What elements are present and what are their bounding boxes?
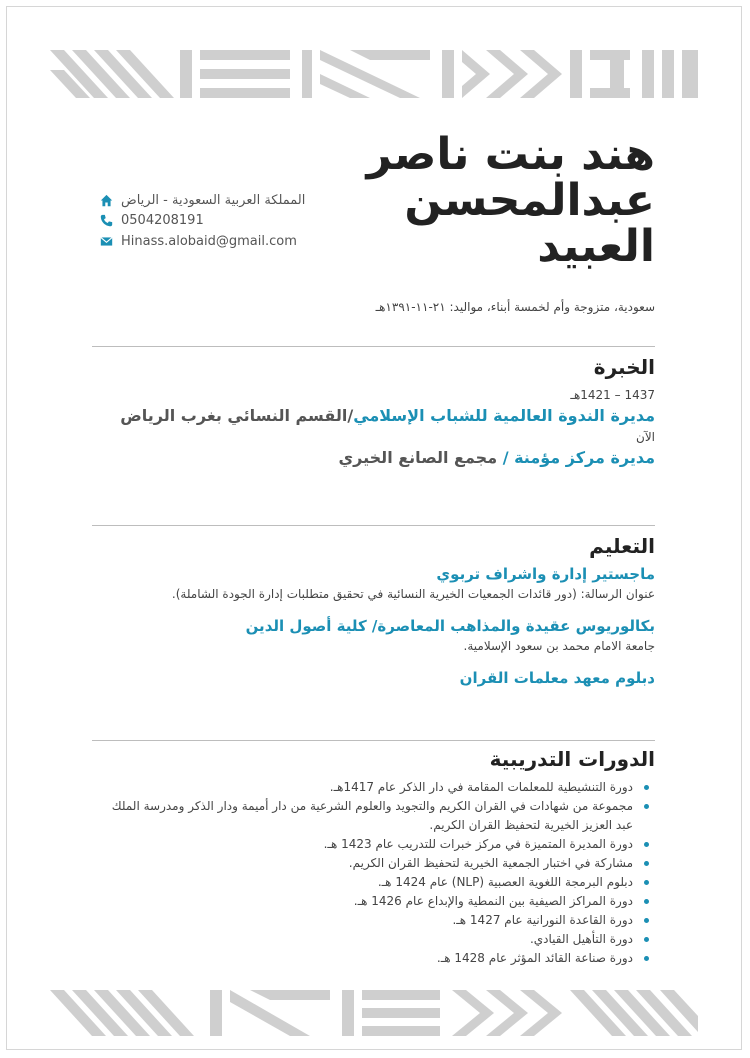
- education-degree: بكالوريوس عقيدة والمذاهب المعاصرة/ كلية أصول الدين: [245, 617, 655, 635]
- phone-text[interactable]: 0504208191: [121, 213, 204, 229]
- contact-phone[interactable]: [100, 211, 330, 232]
- list-item: مشاركة في اختبار الجمعية الخيرية لتحفيظ القران الكريم.: [92, 854, 635, 873]
- list-item: مجموعة من شهادات في القران الكريم والتجويد والعلوم الشرعية من دار أميمة ودار الذكر ومدرسة الملك عبد العزيز الخيرية لتحفيظ القران الكريم.: [92, 797, 635, 835]
- list-item: دورة القاعدة النورانية عام 1427 هـ.: [92, 911, 635, 930]
- education-detail: جامعة الامام محمد بن سعود الإسلامية.: [463, 639, 655, 653]
- experience-role: [92, 446, 655, 470]
- section-title-experience: الخبرة: [593, 355, 655, 379]
- experience-role-dept: /القسم النسائي بغرب الرياض: [120, 406, 354, 425]
- education-detail: عنوان الرسالة: (دور قائدات الجمعيات الخيرية النسائية في تحقيق متطلبات إدارة الجودة الشاملة).: [171, 587, 655, 601]
- phone-icon: [100, 214, 113, 227]
- list-item: دورة التأهيل القيادي.: [92, 930, 635, 949]
- list-item: دورة صناعة القائد المؤثر عام 1428 هـ.: [92, 949, 635, 968]
- experience-role-org: مديرة الندوة العالمية للشباب الإسلامي: [353, 406, 655, 425]
- contact-info: [100, 190, 330, 252]
- experience-role-org: مديرة مركز مؤمنة /: [502, 448, 655, 467]
- experience-item: [92, 428, 655, 470]
- divider: [92, 740, 655, 741]
- education-item: [92, 615, 655, 655]
- education-item: [92, 563, 655, 603]
- education-degree: ماجستير إدارة واشراف تربوي: [436, 565, 655, 583]
- list-item: دبلوم البرمجة اللغوية العصبية (NLP) عام 1424 هـ.: [92, 873, 635, 892]
- experience-item: [92, 386, 655, 428]
- location-text: المملكة العربية السعودية - الرياض: [121, 192, 306, 208]
- home-icon: [100, 194, 113, 207]
- list-item: دورة المديرة المتميزة في مركز خبرات للتدريب عام 1423 هـ.: [92, 835, 635, 854]
- experience-section: [92, 354, 655, 470]
- name-line-3: العبيد: [537, 221, 655, 272]
- name-line-2: عبدالمحسن: [404, 175, 655, 226]
- education-item: [92, 667, 655, 689]
- experience-role-dept: مجمع الصانع الخيري: [338, 448, 503, 467]
- decorative-band-bottom: [50, 990, 698, 1036]
- list-item: دورة المراكز الصيفية بين النمطية والإبداع عام 1426 هـ.: [92, 892, 635, 911]
- section-title-courses: الدورات التدريبية: [489, 747, 655, 771]
- experience-period: الآن: [636, 430, 655, 444]
- courses-list: [92, 778, 655, 968]
- contact-location: [100, 190, 330, 211]
- divider: [92, 525, 655, 526]
- section-title-education: التعليم: [589, 534, 655, 558]
- experience-period: 1437 – 1421هـ: [570, 388, 655, 402]
- education-section: [92, 533, 655, 689]
- education-degree: دبلوم معهد معلمات القران: [459, 669, 655, 687]
- mail-icon: [100, 235, 113, 248]
- name-line-1: هند بنت ناصر: [366, 129, 655, 180]
- email-text[interactable]: Hinass.alobaid@gmail.com: [121, 233, 297, 249]
- experience-role: [92, 404, 655, 428]
- list-item: دورة التنشيطية للمعلمات المقامة في دار الذكر عام 1417هـ.: [92, 778, 635, 797]
- decorative-band-top: [50, 50, 698, 98]
- divider: [92, 346, 655, 347]
- courses-section: [92, 746, 655, 968]
- bio-line: سعودية، متزوجة وأم لخمسة أبناء، مواليد: ٢١-١١-١٣٩١هـ: [375, 300, 655, 314]
- contact-email[interactable]: [100, 231, 330, 252]
